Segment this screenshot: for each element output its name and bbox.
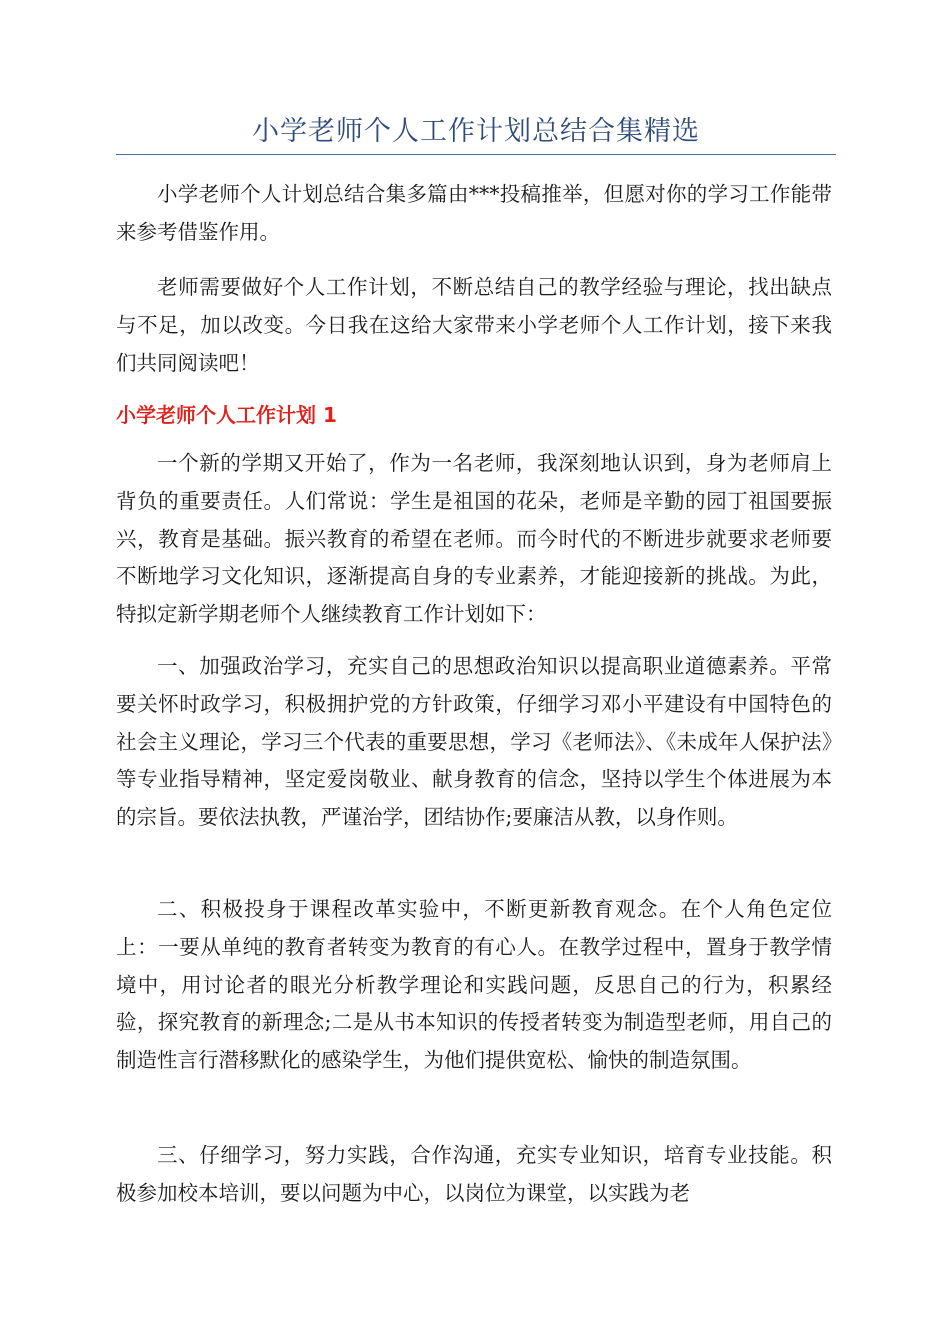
section-paragraph-3: 二、积极投身于课程改革实验中，不断更新教育观念。在个人角色定位上：一要从单纯的教育者转变为教育的有心人。在教学过程中，置身于教学情境中，用讨论者的眼光分析教学理论和实践问题，反思自己的行为，积累经验，探究教育的新理念;二是从书本知识的传授者转变为制造型老师，用自己的制造性言行潜移默化的感染学生，为他们提供宽松、愉快的制造氛围。 — [116, 897, 832, 1073]
section-paragraph-4: 三、仔细学习，努力实践，合作沟通，充实专业知识，培育专业技能。积极参加校本培训，要以问题为中心，以岗位为课堂，以实践为老 — [116, 1143, 832, 1205]
section-paragraph-2: 一、加强政治学习，充实自己的思想政治知识以提高职业道德素养。平常要关怀时政学习，积极拥护党的方针政策，仔细学习邓小平建设有中国特色的社会主义理论，学习三个代表的重要思想，学习《老师法》、《未成年人保护法》等专业指导精神，坚定爱岗敬业、献身教育的信念，坚持以学生个体进展为本的宗旨。要依法执教，严谨治学，团结协作;要廉洁从教，以身作则。 — [116, 654, 832, 830]
intro-paragraph-2: 老师需要做好个人工作计划，不断总结自己的教学经验与理论，找出缺点与不足，加以改变。今日我在这给大家带来小学老师个人工作计划，接下来我们共同阅读吧！ — [116, 275, 832, 375]
section-paragraph-1: 一个新的学期又开始了，作为一名老师，我深刻地认识到，身为老师肩上背负的重要责任。人们常说：学生是祖国的花朵，老师是辛勤的园丁祖国要振兴，教育是基础。振兴教育的希望在老师。而今时代的不断进步就要求老师要不断地学习文化知识，逐渐提高自身的专业素养，才能迎接新的挑战。为此，特拟定新学期老师个人继续教育工作计划如下： — [116, 451, 832, 627]
intro-paragraph-1: 小学老师个人计划总结合集多篇由***投稿推举，但愿对你的学习工作能带来参考借鉴作用。 — [116, 182, 832, 244]
section-heading: 小学老师个人工作计划 1 — [116, 403, 337, 427]
document-title: 小学老师个人工作计划总结合集精选 — [252, 116, 700, 147]
title-underline — [116, 154, 836, 155]
